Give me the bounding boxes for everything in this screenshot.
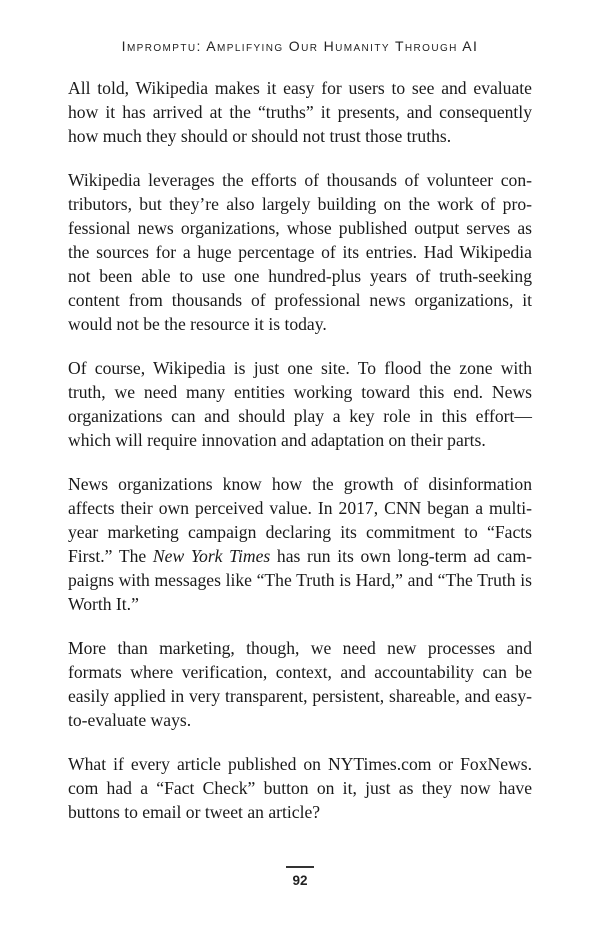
- text-line: What if every article published on NYTimes.com or FoxNews.: [68, 754, 532, 774]
- text-line: year marketing campaign declaring its commitment to “Facts: [68, 522, 532, 542]
- text-line: the sources for a huge percentage of its entries. Had Wikipedia: [68, 242, 532, 262]
- text-line: Of course, Wikipedia is just one site. To flood the zone with: [68, 358, 532, 378]
- paragraph: [68, 636, 532, 732]
- text-line: content from thousands of professional news organizations, it: [68, 290, 532, 310]
- text-line: tributors, but they’re also largely building on the work of pro-: [68, 194, 532, 214]
- publication-title: New York Times: [152, 546, 271, 566]
- text-line: First.”: [68, 546, 113, 566]
- page-number: 92: [292, 873, 308, 888]
- text-line: formats where verification, context, and accountability can be: [68, 662, 532, 682]
- text-line: has run its own long-term ad cam-: [276, 546, 532, 566]
- text-line: paigns with messages like “The Truth is Hard,” and “The Truth: [68, 570, 516, 590]
- body-text: [68, 76, 532, 824]
- paragraph: [68, 472, 532, 616]
- page-number-rule: [286, 866, 314, 868]
- text-line: buttons to email or tweet an article?: [68, 802, 321, 822]
- paragraph: [68, 356, 532, 452]
- text-line: affects their own perceived value. In 2017, CNN began a multi-: [68, 498, 532, 518]
- text-line: easily applied in very transparent, persistent, shareable, and: [68, 686, 491, 706]
- text-line: organizations can and should play a key role in this effort—: [68, 406, 532, 426]
- text-line: All told, Wikipedia makes it easy for users to see and evaluate: [68, 78, 532, 98]
- text-line: com had a “Fact Check” button on it, just as they now have: [68, 778, 532, 798]
- text-line: how much they should or should not trust those truths.: [68, 126, 452, 146]
- text-line: truth, we need many entities working toward this end. News: [68, 382, 532, 402]
- text-line: not been able to use one hundred-plus years of truth-seeking: [68, 266, 532, 286]
- paragraph: [68, 752, 532, 824]
- text-line: The: [118, 546, 147, 566]
- text-line: More than marketing, though, we need new processes and: [68, 638, 532, 658]
- paragraph: [68, 168, 532, 336]
- text-line: how it has arrived at the “truths” it presents, and consequently: [68, 102, 532, 122]
- text-line: News organizations know how the growth of disinformation: [68, 474, 532, 494]
- text-line: is Worth It.”: [68, 570, 533, 614]
- text-line: Wikipedia leverages the efforts of thousands of volunteer con-: [68, 170, 532, 190]
- text-line: would not be the resource it is today.: [68, 314, 327, 334]
- running-head: Impromptu: Amplifying Our Humanity Through AI: [121, 38, 479, 54]
- text-line: fessional news organizations, whose published output serves as: [68, 218, 532, 238]
- paragraph: [68, 76, 532, 148]
- text-line: easy-to-evaluate ways.: [68, 686, 532, 730]
- text-line: which will require innovation and adaptation on their parts.: [68, 430, 486, 450]
